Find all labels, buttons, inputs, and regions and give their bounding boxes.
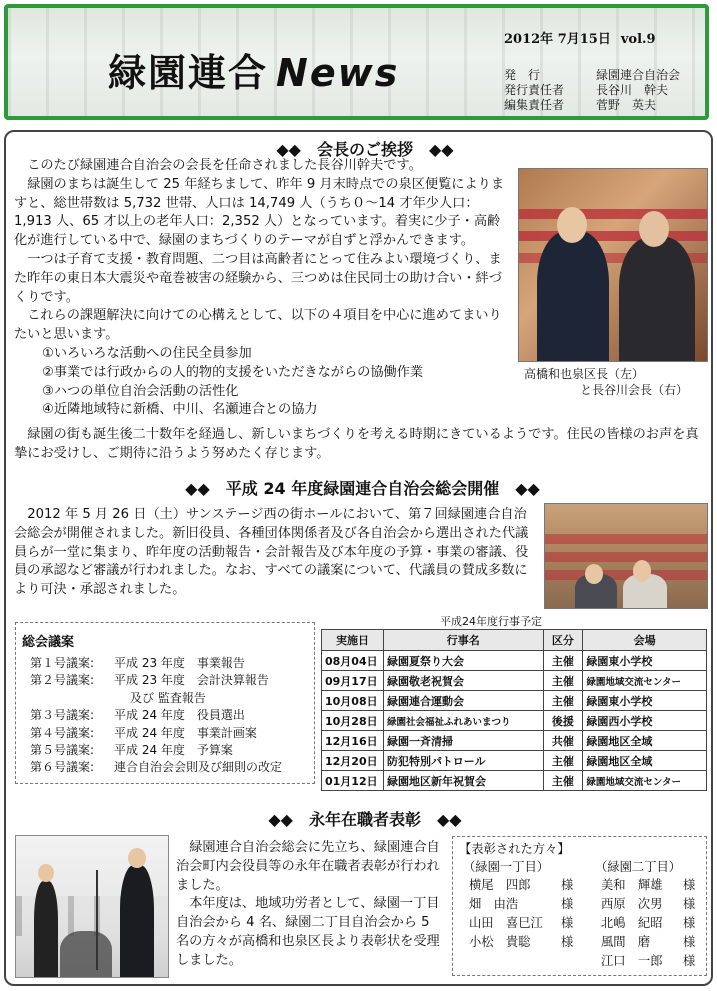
credit-row — [504, 68, 680, 83]
honoree — [469, 914, 573, 933]
agenda-text: 平成 23 年度 会計決算報告 — [114, 673, 269, 688]
honoree-honorific: 様 — [561, 878, 574, 892]
honoree — [601, 933, 695, 952]
schedule-type: 主催 — [543, 751, 583, 771]
honorees-title: 【表彰された方々】 — [459, 842, 570, 856]
schedule-date: 01月12日 — [322, 771, 384, 791]
schedule-event: 緑園地区新年祝賀会 — [383, 771, 543, 791]
honoree-honorific: 様 — [683, 935, 696, 949]
schedule-header-row — [322, 630, 707, 651]
schedule-venue: 緑園地域交流センター — [583, 771, 707, 791]
credit-name: 緑園連合自治会 — [596, 68, 681, 82]
greeting-item: ①いろいろな活動への住民全員参加 — [42, 345, 252, 361]
agenda-text: 及び 監査報告 — [130, 690, 206, 705]
greeting-photo — [518, 168, 708, 362]
agenda-number: 第４号議案: — [30, 725, 95, 740]
schedule-venue: 緑園西小学校 — [583, 711, 707, 731]
honoree — [601, 876, 695, 895]
schedule-event: 緑園社会福祉ふれあいまつり — [383, 711, 543, 731]
honoree-name: 美和 輝雄 — [601, 878, 663, 892]
schedule-venue: 緑園東小学校 — [583, 691, 707, 711]
schedule-event: 防犯特別パトロール — [383, 751, 543, 771]
honoree-name: 横尾 四郎 — [469, 878, 531, 892]
issue-date: 2012年 7月15日 — [504, 32, 611, 47]
table-row — [322, 671, 707, 691]
greeting-paragraph: 緑園のまちは誕生して 25 年経ちまして、昨年 9 月末時点での泉区便覧によりますと、総世帯数は 5,732 世帯、人口は 14,749 人（うち０～14 才年少人口：1,913 人、65 才以上の老年人口：2,352 人）となっています。着実に少子・高齢化が進行している中で、緑園のまちづくりのテーマが自ずと浮かんできます。 — [14, 176, 505, 249]
credit-role: 発 行 — [504, 68, 541, 82]
honoree-honorific: 様 — [683, 916, 696, 930]
honoree-name: 江口 一郎 — [601, 954, 663, 968]
award-heading: ◆◆ 永年在職者表彰 ◆◆ — [268, 810, 462, 829]
schedule-type: 主催 — [543, 651, 583, 671]
schedule-venue: 緑園地区全域 — [583, 751, 707, 771]
honoree-honorific: 様 — [561, 935, 574, 949]
schedule-date: 08月04日 — [322, 651, 384, 671]
agenda-number: 第１号議案: — [30, 656, 95, 670]
table-row — [322, 751, 707, 771]
award-photo — [15, 835, 169, 978]
schedule-header-event: 行事名 — [383, 630, 543, 651]
greeting-item-list — [14, 345, 512, 420]
greeting-heading: ◆◆ 会長のご挨拶 ◆◆ — [276, 140, 454, 159]
table-row — [322, 711, 707, 731]
greeting-item: ④近隣地域特に新橋、中川、名瀬連合との協力 — [42, 402, 318, 418]
greeting-item: ②事業では行政からの人的物的支援をいただきながらの協働作業 — [42, 364, 424, 380]
credit-name: 菅野 英夫 — [596, 98, 657, 112]
credit-row — [504, 83, 680, 98]
greeting-closing: 緑園の街も誕生後二十数年を経過し、新しいまちづくりを考える時期にきているようです。住民の皆様のお声を真摯にお受けし、ご期待に沿うよう努めたく存じます。 — [14, 427, 699, 461]
award-paragraph: 緑園連合自治会総会に先立ち、緑園連合自治会町内会役員等の永年在職者表彰が行われました。 — [176, 840, 440, 893]
honoree-name: 小松 貴聡 — [469, 935, 531, 949]
assembly-photo — [544, 503, 708, 609]
table-row — [322, 651, 707, 671]
honorees-group-1 — [469, 876, 573, 952]
agenda-number: 第５号議案: — [30, 743, 95, 758]
honoree-honorific: 様 — [561, 916, 574, 930]
assembly-body: 2012 年 5 月 26 日（土）サンステージ西の街ホールにおいて、第７回緑園連合自治会総会が開催されました。新旧役員、各種団体関係者及び各自治会から選出された代議員らが一堂に集まり、昨年度の活動報告・会計報告及び本年度の予算・事業の審議、役員の承認など審議が行われました。なお、すべての議案について、代議員の賛成多数により可決・承認されました。 — [14, 507, 529, 598]
honoree — [601, 914, 695, 933]
assembly-heading: ◆◆ 平成 24 年度緑園連合自治会総会開催 ◆◆ — [185, 479, 540, 498]
title-english: News — [276, 51, 400, 95]
honoree-honorific: 様 — [683, 878, 696, 892]
table-row — [322, 731, 707, 751]
schedule-header-date: 実施日 — [322, 630, 384, 651]
greeting-paragraph: これらの課題解決に向けての心構えとして、以下の４項目を中心に進めてまいりたいと思います。 — [14, 308, 502, 343]
honorees-group-label: （緑園一丁目） — [463, 860, 550, 874]
honoree-honorific: 様 — [683, 897, 696, 911]
schedule-date: 10月28日 — [322, 711, 384, 731]
greeting-item: ③ハつの単位自治会活動の活性化 — [42, 383, 239, 399]
honoree — [469, 895, 573, 914]
schedule-date: 09月17日 — [322, 671, 384, 691]
credit-name: 長谷川 幹夫 — [596, 83, 669, 97]
table-row — [322, 771, 707, 791]
schedule-event: 緑園夏祭り大会 — [383, 651, 543, 671]
honoree — [601, 895, 695, 914]
honoree — [469, 933, 573, 952]
honoree-name: 北嶋 紀昭 — [601, 916, 663, 930]
schedule-header-type: 区分 — [543, 630, 583, 651]
schedule-table — [321, 629, 707, 791]
agenda-text: 平成 23 年度 事業報告 — [114, 656, 245, 670]
agenda-text: 平成 24 年度 役員選出 — [114, 708, 245, 723]
honorees-group-2 — [601, 876, 695, 971]
agenda-text: 平成 24 年度 事業計画案 — [114, 725, 257, 740]
greeting-body — [14, 157, 512, 420]
greeting-paragraph: このたび緑園連合自治会の会長を任命されました長谷川幹夫です。 — [27, 158, 422, 173]
agenda-item — [30, 725, 282, 742]
schedule-type: 主催 — [543, 671, 583, 691]
issue-volume: vol.9 — [620, 32, 656, 47]
honoree — [601, 952, 695, 971]
agenda-item — [30, 759, 282, 776]
award-paragraph: 本年度は、地域功労者として、緑園一丁目自治会から 4 名、緑園二丁目自治会から 5 名の方々が高橋和也泉区長より表彰状を受理しました。 — [176, 896, 440, 968]
honoree-name: 山田 喜巳江 — [469, 916, 543, 930]
schedule-type: 主催 — [543, 771, 583, 791]
masthead — [4, 4, 709, 120]
schedule-date: 10月08日 — [322, 691, 384, 711]
agenda-title: 総会議案 — [22, 635, 75, 650]
agenda-list — [30, 655, 282, 777]
issue-date-line — [504, 28, 666, 47]
credit-role: 編集責任者 — [504, 98, 565, 112]
agenda-item — [30, 742, 282, 759]
newsletter-title — [108, 42, 399, 97]
schedule-venue: 緑園地区全域 — [583, 731, 707, 751]
honoree-name: 西原 次男 — [601, 897, 663, 911]
schedule-venue: 緑園地域交流センター — [583, 671, 707, 691]
greeting-photo-caption-1: 高橋和也泉区長（左） — [524, 367, 645, 381]
greeting-photo-caption-2: と長谷川会長（右） — [580, 383, 689, 397]
agenda-number: 第２号議案: — [30, 673, 95, 688]
schedule-type: 主催 — [543, 691, 583, 711]
schedule-event: 緑園連合運動会 — [383, 691, 543, 711]
agenda-number: 第６号議案: — [30, 760, 95, 775]
schedule-date: 12月16日 — [322, 731, 384, 751]
schedule-event: 緑園敬老祝賀会 — [383, 671, 543, 691]
agenda-item — [30, 690, 282, 707]
credit-row — [504, 98, 680, 113]
agenda-item — [30, 707, 282, 724]
schedule-header-venue: 会場 — [583, 630, 707, 651]
award-body — [176, 839, 446, 971]
table-row — [322, 691, 707, 711]
honoree-name: 風間 磨 — [601, 935, 651, 949]
schedule-event: 緑園一斉清掃 — [383, 731, 543, 751]
agenda-text: 平成 24 年度 予算案 — [114, 743, 233, 758]
honoree-name: 畑 由浩 — [469, 897, 519, 911]
agenda-number: 第３号議案: — [30, 708, 95, 723]
honorees-group-label: （緑園二丁目） — [595, 860, 682, 874]
publisher-credits — [504, 68, 680, 113]
honoree-honorific: 様 — [683, 954, 696, 968]
honoree — [469, 876, 573, 895]
schedule-venue: 緑園東小学校 — [583, 651, 707, 671]
credit-role: 発行責任者 — [504, 83, 565, 97]
agenda-item — [30, 672, 282, 689]
schedule-type: 後援 — [543, 711, 583, 731]
schedule-title: 平成24年度行事予定 — [440, 615, 542, 628]
title-japanese: 緑園連合 — [108, 50, 269, 95]
agenda-box — [15, 622, 315, 784]
schedule-type: 共催 — [543, 731, 583, 751]
honoree-honorific: 様 — [561, 897, 574, 911]
greeting-paragraph: 一つは子育て支援・教育問題、二つ目は高齢者にとって住みよい環境づくり、また昨年の東日本大震災や竜巻被害の経験から、三つめは住民同士の助け合い・絆づくりです。 — [14, 251, 502, 305]
agenda-item — [30, 655, 282, 672]
honorees-box — [452, 836, 707, 976]
schedule-date: 12月20日 — [322, 751, 384, 771]
agenda-text: 連合自治会会則及び細則の改定 — [114, 760, 283, 775]
